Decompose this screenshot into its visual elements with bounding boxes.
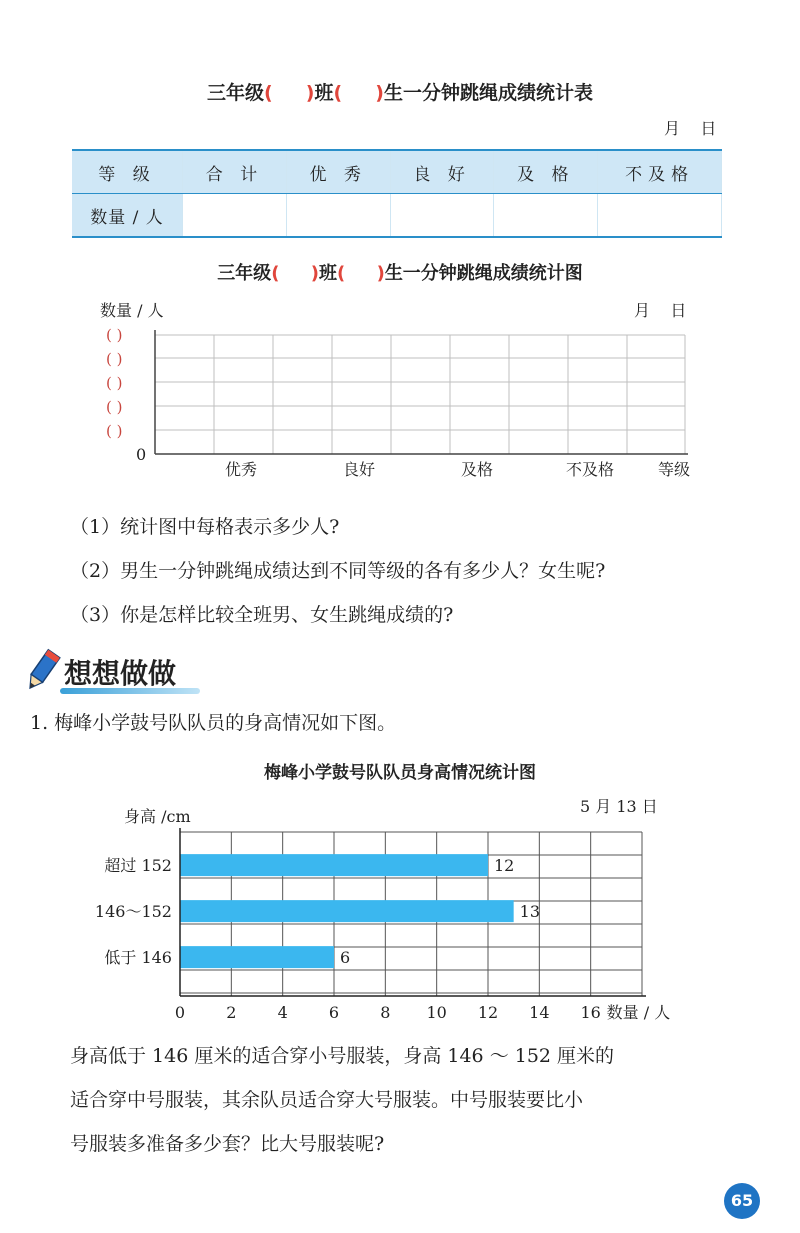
score-table xyxy=(72,149,722,238)
title-class: 班 xyxy=(319,263,337,284)
paren-open: ( xyxy=(264,82,273,104)
table-cell xyxy=(494,194,598,238)
table-header-row xyxy=(72,150,722,194)
title-grade: 三年级 xyxy=(217,263,272,284)
question-2: （2）男生一分钟跳绳成绩达到不同等级的各有多少人？女生呢? xyxy=(70,560,606,582)
table-cell xyxy=(183,194,287,238)
x-tick-label: 14 xyxy=(529,1003,550,1020)
pencil-icon xyxy=(22,648,62,694)
title-rest: 生一分钟跳绳成绩统计表 xyxy=(383,82,593,104)
page-number: 65 xyxy=(724,1183,760,1219)
y-tick-zero: 0 xyxy=(136,445,147,464)
x-tick-label: 优秀 xyxy=(225,460,258,479)
chart1-date xyxy=(634,298,686,321)
problem-line-2: 适合穿中号服装，其余队员适合穿大号服装。中号服装要比小 xyxy=(70,1089,584,1111)
table-header-cell: 合 计 xyxy=(183,150,287,194)
table-title xyxy=(0,78,800,105)
category-label: 超过 152 xyxy=(104,856,172,876)
chart1-ylabel: 数量 / 人 xyxy=(100,301,164,320)
table-header-cell: 不及格 xyxy=(598,150,722,194)
chart1-title xyxy=(0,259,800,285)
y-tick-blank: ( ) xyxy=(106,374,123,392)
date-month: 月 xyxy=(664,119,681,138)
bar xyxy=(180,900,514,922)
x-tick-label: 8 xyxy=(380,1003,391,1020)
date-day: 日 xyxy=(700,119,717,138)
section-heading: 想想做做 xyxy=(64,657,177,690)
table-header-cell: 及 格 xyxy=(494,150,598,194)
table-header-cell: 良 好 xyxy=(390,150,494,194)
bar xyxy=(180,854,488,876)
category-label: 146～152 xyxy=(94,902,172,922)
height-bar-chart xyxy=(80,820,720,1020)
chart2-ylabel: 身高 /cm xyxy=(124,807,191,826)
date-day: 日 xyxy=(670,301,687,320)
empty-bar-chart xyxy=(90,320,710,490)
y-tick-blank: ( ) xyxy=(106,326,123,344)
y-tick-blank: ( ) xyxy=(106,422,123,440)
table-header-cell: 优 秀 xyxy=(286,150,390,194)
x-tick-label: 4 xyxy=(277,1003,288,1020)
question-3: （3）你是怎样比较全班男、女生跳绳成绩的? xyxy=(70,604,454,626)
y-tick-blank: ( ) xyxy=(106,398,123,416)
table-row xyxy=(72,194,722,238)
chart2-title: 梅峰小学鼓号队队员身高情况统计图 xyxy=(264,763,536,783)
bar xyxy=(180,946,334,968)
title-class: 班 xyxy=(314,82,334,104)
x-tick-label: 0 xyxy=(174,1003,186,1020)
x-tick-label: 及格 xyxy=(461,460,494,479)
x-tick-label: 6 xyxy=(328,1003,340,1020)
paren-close: ) xyxy=(310,263,319,284)
problem-line-3: 号服装多准备多少套？比大号服装呢? xyxy=(70,1133,385,1155)
x-axis-label: 等级 xyxy=(658,460,691,479)
exercise-1-text: 1. 梅峰小学鼓号队队员的身高情况如下图。 xyxy=(30,712,397,734)
question-1: （1）统计图中每格表示多少人? xyxy=(70,516,340,538)
title-grade: 三年级 xyxy=(207,82,265,104)
table-header-cell: 等 级 xyxy=(72,150,183,194)
chart2-date: 5 月 13 日 xyxy=(580,797,658,816)
x-tick-label: 良好 xyxy=(343,460,376,479)
bar-value-label: 12 xyxy=(494,856,515,876)
table-cell xyxy=(598,194,722,238)
row-label: 数量 / 人 xyxy=(72,194,183,238)
x-tick-label: 12 xyxy=(477,1003,499,1020)
problem-line-1: 身高低于 146 厘米的适合穿小号服装，身高 146 ～ 152 厘米的 xyxy=(70,1045,615,1067)
bar-value-label: 13 xyxy=(519,902,541,922)
paren-open: ( xyxy=(333,82,343,104)
table-date xyxy=(664,116,716,139)
x-tick-label: 不及格 xyxy=(566,460,615,479)
table-cell xyxy=(390,194,494,238)
bar-value-label: 6 xyxy=(340,948,351,968)
table-cell xyxy=(286,194,390,238)
paren-open: ( xyxy=(337,263,346,284)
date-month: 月 xyxy=(634,301,651,320)
paren-close: ) xyxy=(376,263,385,284)
title-rest: 生一分钟跳绳成绩统计图 xyxy=(384,263,583,284)
x-tick-label: 2 xyxy=(226,1003,237,1020)
x-tick-label: 10 xyxy=(426,1003,447,1020)
category-label: 低于 146 xyxy=(104,948,172,968)
x-axis-label: 数量 / 人 xyxy=(606,1003,671,1020)
y-tick-blank: ( ) xyxy=(106,350,123,368)
paren-open: ( xyxy=(271,263,280,284)
x-tick-label: 16 xyxy=(580,1003,601,1020)
paren-close: ) xyxy=(375,82,384,104)
paren-close: ) xyxy=(305,82,315,104)
